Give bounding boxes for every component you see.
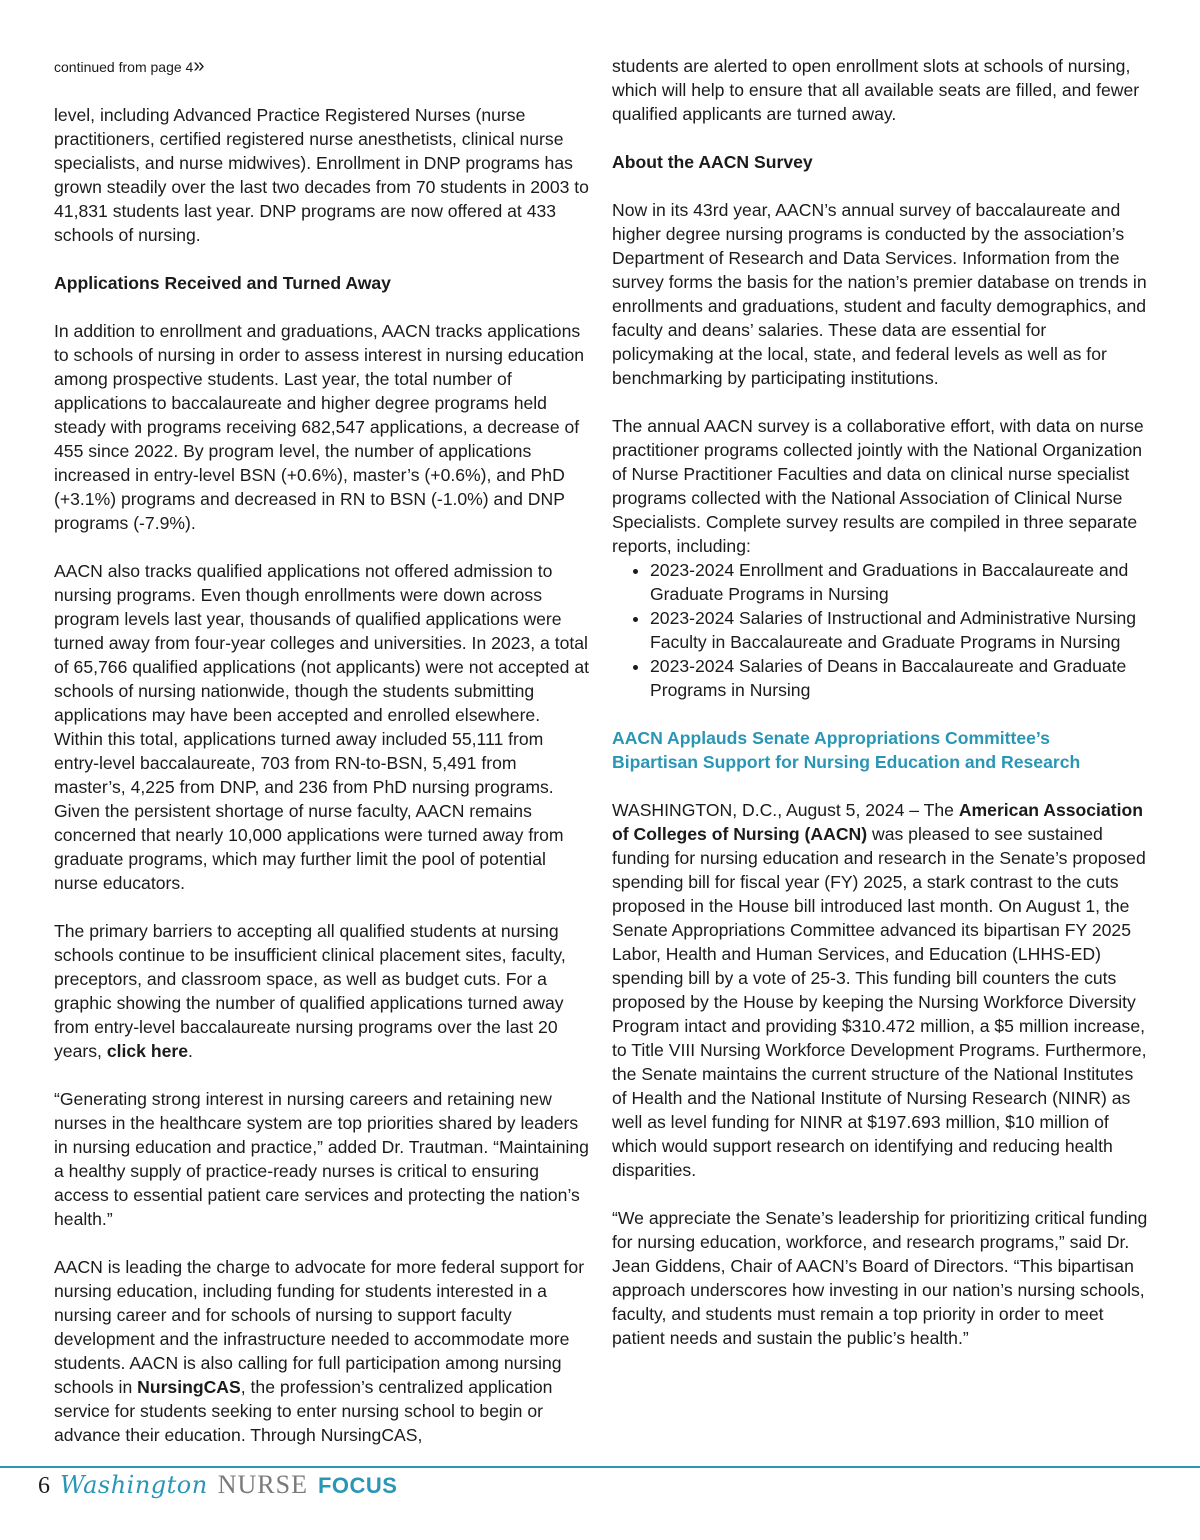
paragraph: The annual AACN survey is a collaborative effort, with data on nurse practitioner programs collected jointly with the National Organization of Nurse Practitioner Faculties and data on clinical nurse specialist programs collected with the National Association of Clinical Nurse Specialists. Complete survey results are compiled in three separate reports, including:	[612, 416, 1144, 556]
section-heading-applications: Applications Received and Turned Away	[54, 273, 391, 293]
paragraph: AACN also tracks qualified applications not offered admission to nursing programs. Even though enrollments were down across program levels last year, thousands of qualified applications were turned away from four-year colleges and universities. In 2023, a total of 65,766 qualified applications (not applicants) were not accepted at schools of nursing nationwide, though the students submitting applications may have been accepted and enrolled elsewhere. Within this total, applications turned away included 55,111 from entry-level baccalaureate, 703 from RN-to-BSN, 5,491 from master’s, 4,225 from DNP, and 236 from PhD nursing programs. Given the persistent shortage of nurse faculty, AACN remains concerned that nearly 10,000 applications were turned away from graduate programs, which may further limit the pool of potential nurse educators.	[54, 561, 590, 893]
aacn-org-name[interactable]: American Association of Colleges of Nursing (AACN)	[612, 800, 1143, 844]
left-column	[54, 54, 590, 1447]
list-item: • 2023-2024 Salaries of Instructional and Administrative Nursing Faculty in Baccalaureate and Graduate Programs in Nursing	[650, 606, 1150, 654]
paragraph-click-here: The primary barriers to accepting all qualified students at nursing schools continue to be insufficient clinical placement sites, faculty, preceptors, and classroom space, as well as budget cuts. For a graphic showing the number of qualified applications turned away from entry-level baccalaureate nursing programs over the last 20 years, click here.	[54, 921, 566, 1061]
continued-note	[54, 54, 590, 79]
nursingcas-link[interactable]: NursingCAS	[137, 1377, 241, 1397]
brand-washington: Washington	[60, 1471, 208, 1499]
footer	[38, 1470, 397, 1510]
paragraph: students are alerted to open enrollment slots at schools of nursing, which will help to ensure that all available seats are filled, and fewer qualified applicants are turned away.	[612, 56, 1140, 124]
quote-paragraph: “We appreciate the Senate’s leadership for prioritizing critical funding for nursing education, workforce, and research programs,” said Dr. Jean Giddens, Chair of AACN’s Board of Directors. “This bipartisan approach underscores how investing in our nation’s nursing schools, faculty, and students must remain a top priority in order to meet patient needs and sustain the public’s health.”	[612, 1208, 1148, 1348]
quote-paragraph: “Generating strong interest in nursing careers and retaining new nurses in the healthcare system are top priorities shared by leaders in nursing education and practice,” added Dr. Trautman. “Maintaining a healthy supply of practice-ready nurses is critical to ensuring access to essential patient care services and protecting the nation’s health.”	[54, 1089, 589, 1229]
paragraph-press-release: WASHINGTON, D.C., August 5, 2024 – The American Association of Colleges of Nursing (AACN) was pleased to see sustained funding for nursing education and research in the Senate’s proposed spending bill for fiscal year (FY) 2025, a stark contrast to the cuts proposed in the House bill introduced last month. On August 1, the Senate Appropriations Committee advanced its bipartisan FY 2025 Labor, Health and Human Services, and Education (LHHS-ED) spending bill by a vote of 25-3. This funding bill counters the cuts proposed by the House by keeping the Nursing Workforce Diversity Program intact and providing $310.472 million, a $5 million increase, to Title VIII Nursing Workforce Development Programs. Furthermore, the Senate maintains the current structure of the National Institutes of Health and the National Institute of Nursing Research (NINR) as well as level funding for NINR at $197.693 million, $10 million of which would support research on identifying and reducing health disparities.	[612, 800, 1147, 1180]
click-here-link[interactable]: click here	[106, 1041, 188, 1061]
page-number: 6	[38, 1473, 50, 1499]
paragraph: In addition to enrollment and graduations, AACN tracks applications to schools of nursing in order to assess interest in nursing education among prospective students. Last year, the total number of applications to baccalaureate and higher degree programs held steady with programs receiving 682,547 applications, a decrease of 455 since 2022. By program level, the number of applications increased in entry-level BSN (+0.6%), master’s (+0.6%), and PhD (+3.1%) programs and decreased in RN to BSN (-1.0%) and DNP programs (-7.9%).	[54, 321, 585, 533]
brand-focus: FOCUS	[317, 1473, 398, 1498]
article-title	[612, 726, 1150, 774]
article-title-line: AACN Applauds Senate Appropriations Committee’s	[612, 728, 1050, 748]
section-heading-survey: About the AACN Survey	[612, 152, 813, 172]
paragraph-nursingcas: AACN is leading the charge to advocate for more federal support for nursing education, including funding for students interested in a nursing career and for schools of nursing to support faculty development and the infrastructure needed to accommodate more students. AACN is also calling for full participation among nursing schools in NursingCAS, the profession’s centralized application service for students seeking to enter nursing school to begin or advance their education. Through NursingCAS,	[54, 1257, 585, 1445]
brand-nurse: NURSE	[217, 1470, 308, 1499]
paragraph: Now in its 43rd year, AACN’s annual survey of baccalaureate and higher degree nursing programs is conducted by the association’s Department of Research and Data Services. Information from the survey forms the basis for the nation’s premier database on trends in enrollments and graduations, student and faculty demographics, and faculty and deans’ salaries. These data are essential for policymaking at the local, state, and federal levels as well as for benchmarking by participating institutions.	[612, 200, 1147, 388]
paragraph: level, including Advanced Practice Registered Nurses (nurse practitioners, certified registered nurse anesthetists, clinical nurse specialists, and nurse midwives). Enrollment in DNP programs has grown steadily over the last two decades from 70 students in 2003 to 41,831 students last year. DNP programs are now offered at 433 schools of nursing.	[54, 105, 589, 245]
article-title-line: Bipartisan Support for Nursing Education and Research	[612, 752, 1081, 772]
right-column	[612, 54, 1150, 1350]
continued-text: continued from page 4	[54, 59, 194, 75]
list-item: • 2023-2024 Enrollment and Graduations in Baccalaureate and Graduate Programs in Nursing	[650, 558, 1150, 606]
list-item: • 2023-2024 Salaries of Deans in Baccalaureate and Graduate Programs in Nursing	[650, 654, 1150, 702]
reports-list	[612, 558, 1150, 702]
footer-divider	[0, 1466, 1200, 1468]
continued-arrow-icon: »	[193, 55, 205, 77]
